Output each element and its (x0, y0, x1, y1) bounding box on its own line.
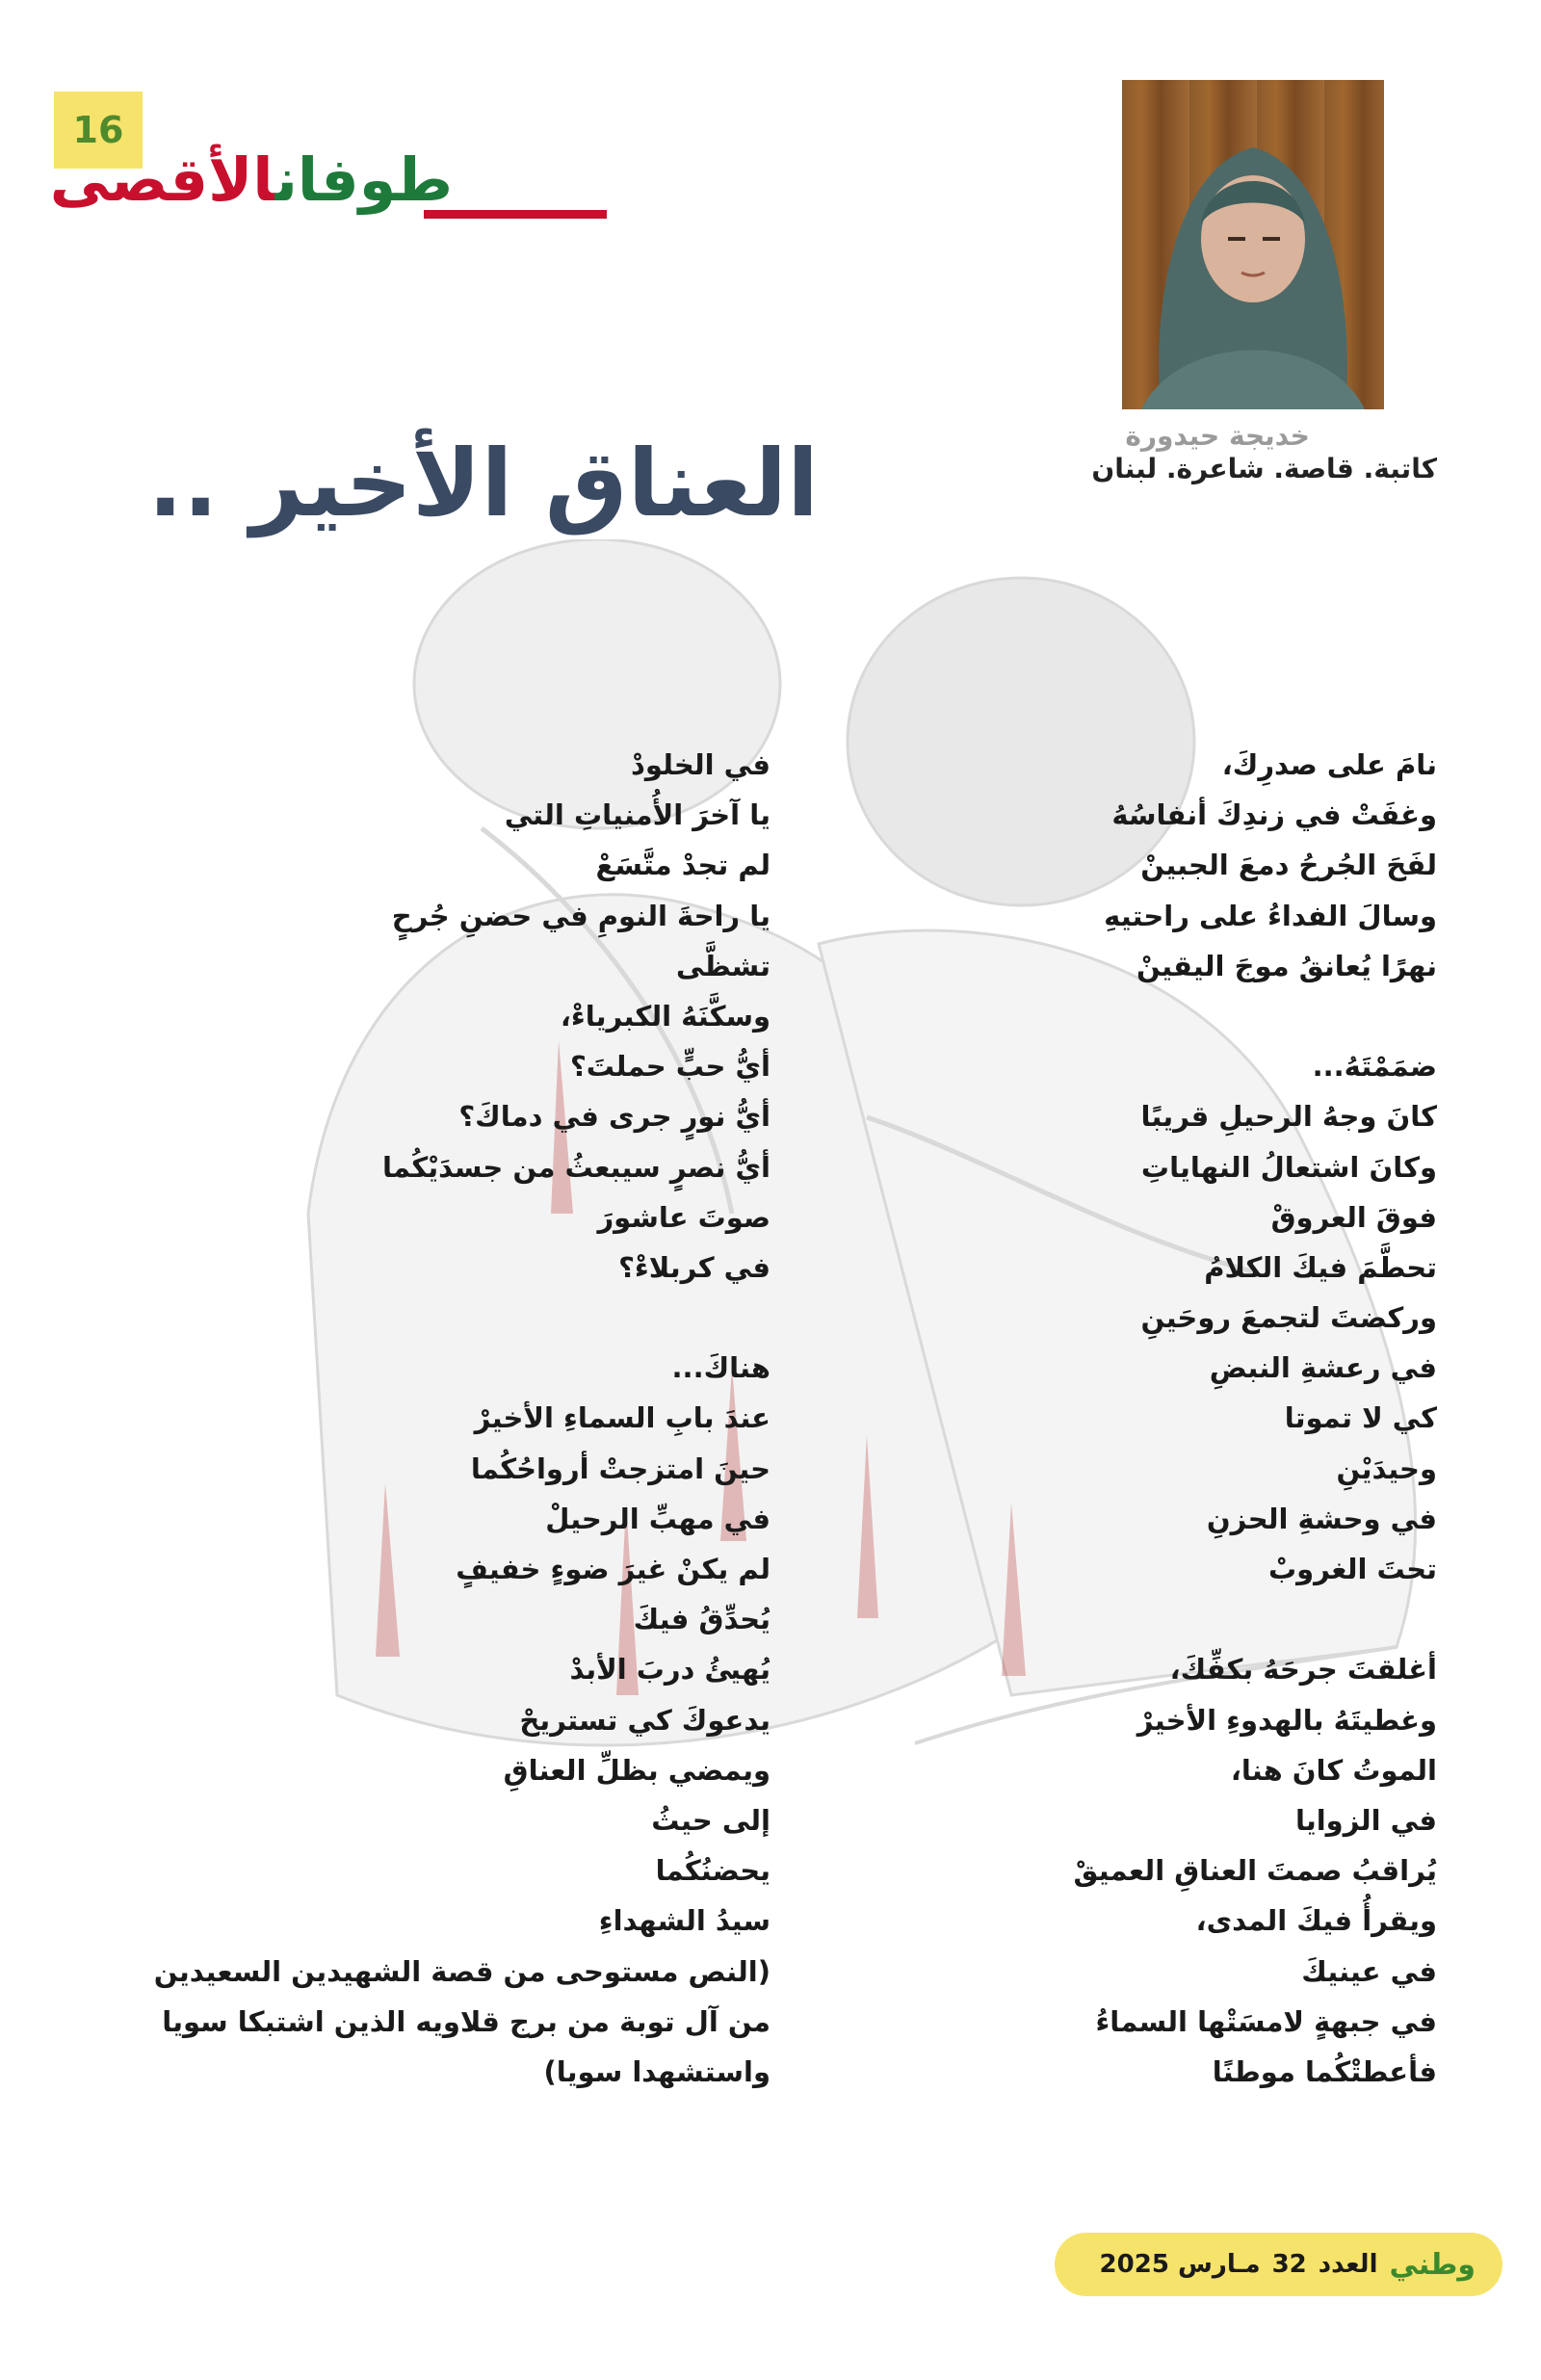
poem-line: في كربلاءْ؟ (618, 1250, 770, 1284)
author-name: خديجة حيدورة (1125, 420, 1310, 452)
poem-line: وركضتَ لتجمعَ روحَينِ (1140, 1301, 1437, 1335)
poem-line: تشظَّى (676, 949, 770, 982)
poem-line: لفَحَ الجُرحُ دمعَ الجبينْ (1140, 849, 1437, 882)
poem-line: وسكَّنَهُ الكبرياءْ، (560, 999, 770, 1033)
poem-line: في رعشةِ النبضِ (1209, 1351, 1437, 1385)
poem-line: صوتَ عاشورَ (597, 1200, 770, 1234)
poem-title: العناق الأخير .. (147, 430, 819, 537)
poem-line (193, 1293, 770, 1343)
poem-line: (النص مستوحى من قصة الشهيدين السعيدين (153, 1954, 770, 1988)
poem-line: يُراقبُ صمتَ العناقِ العميقْ (1073, 1854, 1437, 1888)
poem-line: ويقرأُ فيكَ المدى، (1195, 1904, 1437, 1938)
poem-line: نامَ على صدرِكَ، (1221, 748, 1437, 781)
poem-line: ويمضي بظلِّ العناقِ (503, 1753, 770, 1787)
author-photo (1122, 80, 1384, 409)
poem-line: أيُّ نورٍ جرى في دماكَ؟ (458, 1100, 770, 1134)
logo-text-part1: طوفان (274, 144, 453, 215)
footer-date: مـارس 2025 (1099, 2250, 1261, 2279)
poem-line: في جبهةٍ لامسَتْها السماءُ (1095, 2004, 1437, 2038)
poem-line: إلى حيثُ (651, 1803, 770, 1837)
poem-line: في الزوايا (1294, 1803, 1437, 1837)
poem-line: عندَ بابِ السماءِ الأخيرْ (474, 1401, 770, 1435)
poem-line: تحتَ الغروبْ (1268, 1553, 1437, 1585)
poem-line: حينَ امتزجتْ أرواحُكُما (470, 1452, 770, 1485)
poem-line: يحضنُكُما (655, 1854, 770, 1888)
poem-line: سيدُ الشهداءِ (598, 1904, 770, 1938)
poem-line: وغفَتْ في زندِكَ أنفاسُهُ (1111, 798, 1437, 832)
poem-line: وكانَ اشتعالُ النهاياتِ (1140, 1150, 1437, 1184)
poem-line: هناكَ... (671, 1351, 770, 1385)
poem-line: أغلقتَ جرحَهُ بكفِّكَ، (1169, 1653, 1437, 1687)
poem-line: أيُّ حبٍّ حملتَ؟ (569, 1050, 770, 1084)
poem-line: فأعطتْكُما موطنًا (1212, 2054, 1437, 2088)
poem-line: ضمَمْتَهُ... (1312, 1050, 1437, 1084)
poem-line: وسالَ الفداءُ على راحتيهِ (1104, 899, 1437, 932)
poem-line: يُهيئُ دربَ الأبدْ (569, 1653, 770, 1687)
page-number-badge: 16 (54, 92, 143, 169)
poem-line (1002, 1594, 1437, 1644)
poem-line (1002, 991, 1437, 1041)
poem-line: يا راحةَ النومِ في حضنِ جُرحٍ (391, 899, 770, 932)
poem-line: واستشهدا سويا) (543, 2054, 770, 2088)
poem-line: في وحشةِ الحزنِ (1206, 1502, 1437, 1535)
poem-line: كي لا تموتا (1284, 1401, 1437, 1435)
poem-line: وغطيتَهُ بالهدوءِ الأخيرْ (1136, 1703, 1437, 1737)
poem-line: في مهبِّ الرحيلْ (545, 1502, 770, 1535)
logo-text-part2: الأقصى (49, 144, 275, 215)
poem-line: يا آخرَ الأُمنياتِ التي (504, 798, 770, 832)
poem-column-right (1002, 740, 1437, 2097)
poem-line: تحطَّمَ فيكَ الكلامُ (1204, 1250, 1437, 1284)
poem-line: يدعوكَ كي تستريحْ (519, 1703, 770, 1737)
poem-line: في الخلودْ (630, 748, 770, 781)
poem-line: نهرًا يُعانقُ موجَ اليقينْ (1136, 949, 1437, 982)
magazine-logo (49, 144, 453, 241)
poem-line: أيُّ نصرٍ سيبعثُ من جسدَيْكُما (382, 1150, 770, 1184)
author-role: كاتبة. قاصة. شاعرة. لبنان (1091, 453, 1437, 484)
poem-line: الموتُ كانَ هنا، (1230, 1753, 1437, 1787)
poem-line: في عينيكَ (1301, 1954, 1437, 1988)
poem-line: وحيدَيْنِ (1336, 1452, 1437, 1485)
poem-line: لم تجدْ متَّسَعْ (595, 849, 770, 882)
poem-line: يُحدِّقُ فيكَ (633, 1603, 770, 1636)
footer-issue-badge (1055, 2233, 1502, 2296)
footer-issue-number: 32 (1271, 2250, 1307, 2279)
poem-line: لم يكنْ غيرَ ضوءٍ خفيفٍ (456, 1553, 770, 1585)
poem-line: فوقَ العروقْ (1270, 1200, 1437, 1234)
poem-column-left (153, 740, 770, 2097)
poem-line: كانَ وجهُ الرحيلِ قريبًا (1140, 1100, 1437, 1134)
footer-magazine-name: وطني (1389, 2247, 1476, 2282)
footer-issue-label: العدد (1318, 2250, 1378, 2279)
poem-line: من آل توبة من برج قلاويه الذين اشتبكا سويا (162, 2004, 770, 2038)
